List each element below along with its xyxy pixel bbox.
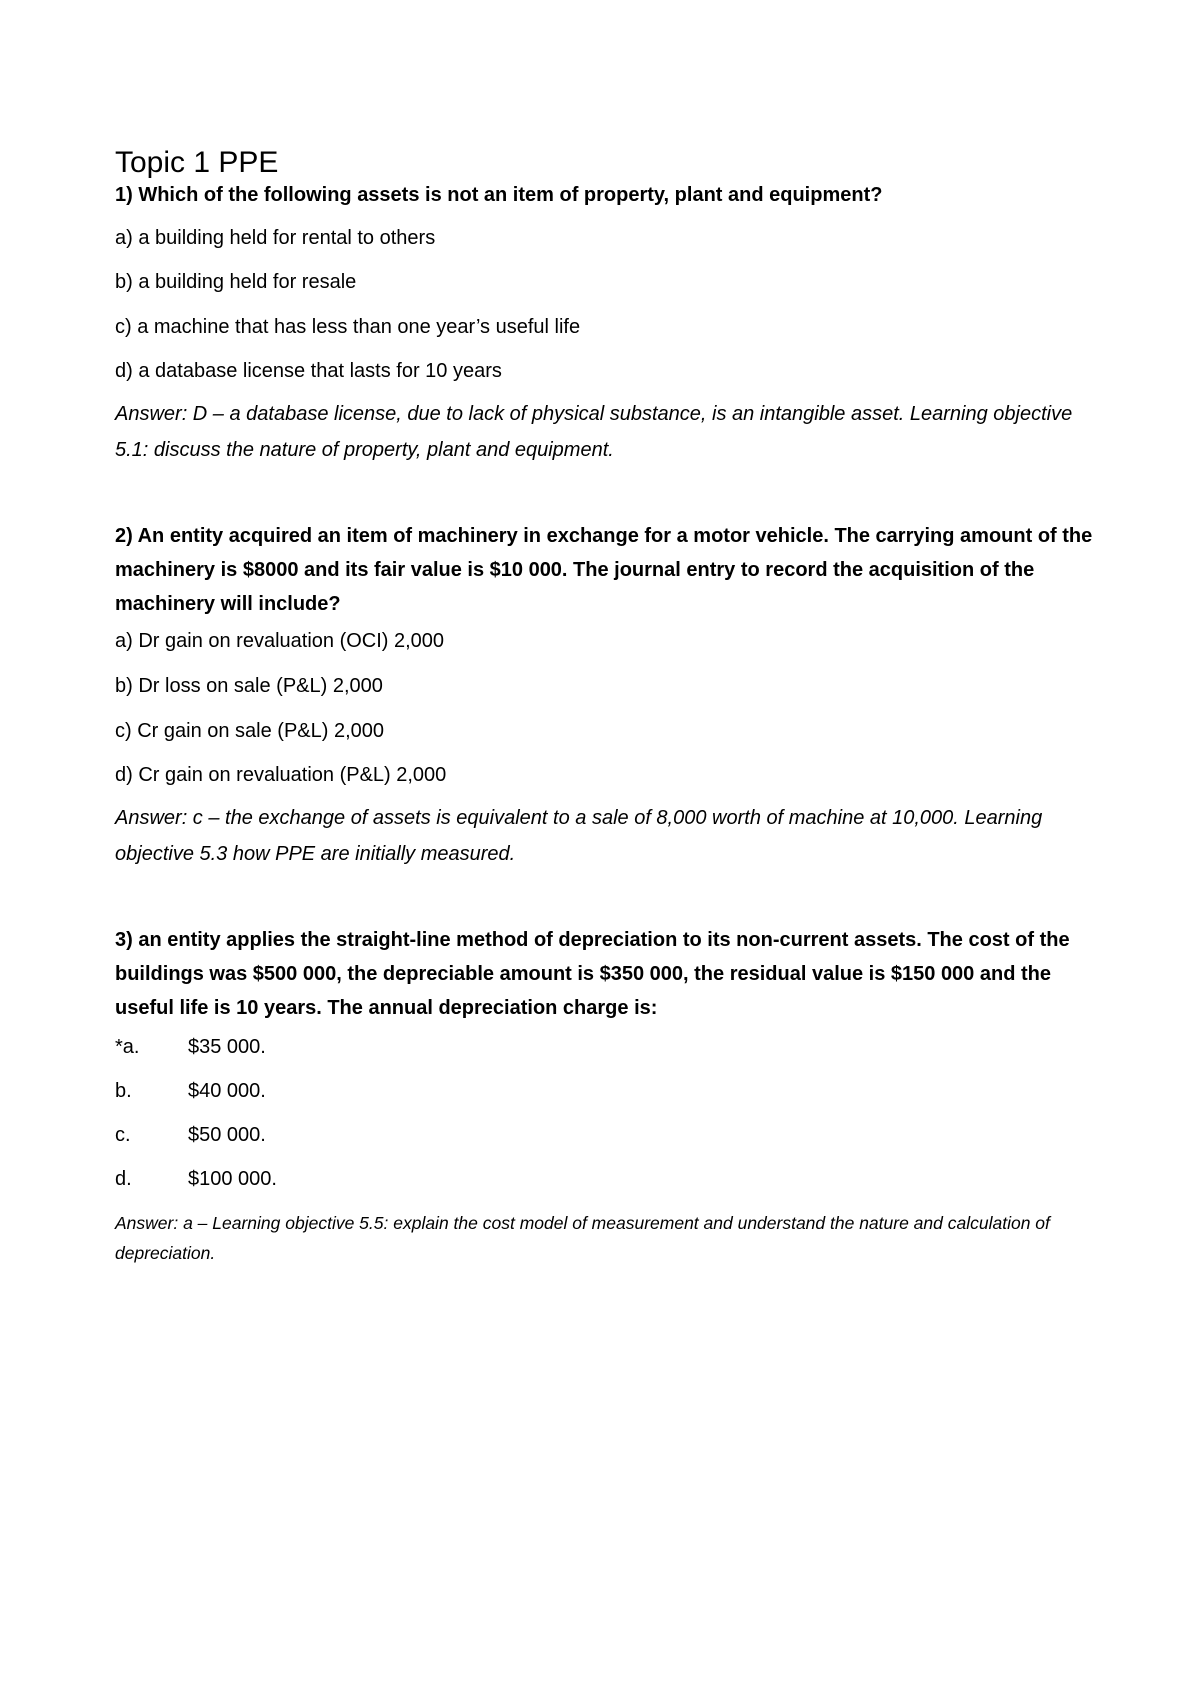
question-3-option-c xyxy=(115,1121,266,1149)
question-1-option-c: c) a machine that has less than one year’s useful life xyxy=(115,316,581,338)
option-value: $50 000. xyxy=(188,1124,266,1146)
option-value: $100 000. xyxy=(188,1168,277,1190)
question-1-option-b: b) a building held for resale xyxy=(115,271,357,293)
option-letter: *a. xyxy=(115,1036,140,1058)
question-1-option-d: d) a database license that lasts for 10 years xyxy=(115,360,502,382)
question-2-option-c: c) Cr gain on sale (P&L) 2,000 xyxy=(115,720,385,742)
question-2-option-a: a) Dr gain on revaluation (OCI) 2,000 xyxy=(115,630,445,652)
question-3-option-b xyxy=(115,1077,266,1105)
option-letter: c. xyxy=(115,1124,131,1146)
question-1-text: 1) Which of the following assets is not an item of property, plant and equipment? xyxy=(115,184,883,206)
question-3-option-d xyxy=(115,1165,277,1193)
question-2-option-d: d) Cr gain on revaluation (P&L) 2,000 xyxy=(115,764,447,786)
question-1-answer: Answer: D – a database license, due to lack of physical substance, is an intangible asset. Learning objective 5.1: discuss the nature of property, plant and equipment. xyxy=(115,403,1073,461)
question-3-option-a xyxy=(115,1033,266,1061)
question-1-option-a: a) a building held for rental to others xyxy=(115,227,436,249)
option-letter: b. xyxy=(115,1080,132,1102)
page-title: Topic 1 PPE xyxy=(115,146,279,179)
question-2-text: 2) An entity acquired an item of machinery in exchange for a motor vehicle. The carrying amount of the machinery is $8000 and its fair value is $10 000. The journal entry to record the acquisition of the machinery will include? xyxy=(115,525,1093,615)
option-value: $35 000. xyxy=(188,1036,266,1058)
question-3-answer: Answer: a – Learning objective 5.5: explain the cost model of measurement and understand the nature and calculation of depreciation. xyxy=(115,1213,1050,1263)
option-value: $40 000. xyxy=(188,1080,266,1102)
question-3-text: 3) an entity applies the straight-line method of depreciation to its non-current assets. The cost of the buildings was $500 000, the depreciable amount is $350 000, the residual value is $150 000 and the useful life is 10 years. The annual depreciation charge is: xyxy=(115,929,1070,1019)
option-letter: d. xyxy=(115,1168,132,1190)
question-2-answer: Answer: c – the exchange of assets is equivalent to a sale of 8,000 worth of machine at 10,000. Learning objective 5.3 how PPE are initially measured. xyxy=(115,807,1043,865)
question-2-option-b: b) Dr loss on sale (P&L) 2,000 xyxy=(115,675,383,697)
